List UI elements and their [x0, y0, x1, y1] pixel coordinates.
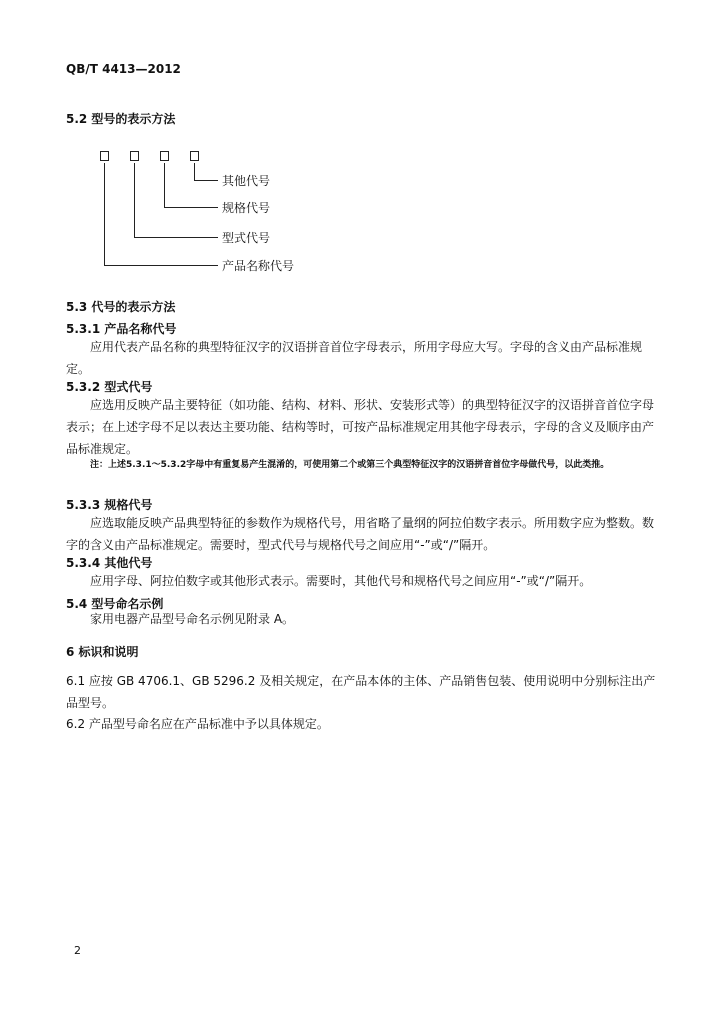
section-6-2-text: 6.2 产品型号命名应在产品标准中予以具体规定。 [66, 717, 329, 731]
section-5-2-heading: 5.2 型号的表示方法 [66, 112, 176, 126]
section-5-3-2-text: 应选用反映产品主要特征（如功能、结构、材料、形状、安装形式等）的典型特征汉字的汉语拼音首位字母表示；在上述字母不足以表达主要功能、结构等时，可按产品标准规定用其他字母表示，字母的含义及顺序由产品标准规定。 [66, 398, 655, 456]
code-box-2 [130, 151, 139, 161]
stem-3 [164, 163, 165, 207]
standard-number: QB/T 4413—2012 [66, 62, 181, 76]
section-5-3-3-text: 应选取能反映产品典型特征的参数作为规格代号，用省略了量纲的阿拉伯数字表示。所用数字应为整数。数字的含义由产品标准规定。需要时，型式代号与规格代号之间应用“-”或“/”隔开。 [66, 516, 655, 552]
label-product-name-code: 产品名称代号 [222, 259, 295, 273]
leader-2 [134, 237, 218, 238]
section-6-1-text: 6.1 应按 GB 4706.1、GB 5296.2 及相关规定，在产品本体的主体、产品销售包装、使用说明中分别标注出产品型号。 [66, 674, 656, 710]
section-5-3-3-heading: 5.3.3 规格代号 [66, 498, 153, 512]
leader-4 [194, 180, 218, 181]
section-5-3-2-note: 注：上述5.3.1～5.3.2字母中有重复易产生混淆的，可使用第二个或第三个典型特征汉字的汉语拼音首位字母做代号，以此类推。 [90, 460, 610, 470]
section-5-3-1-heading: 5.3.1 产品名称代号 [66, 322, 177, 336]
section-5-4-text: 家用电器产品型号命名示例见附录 A。 [90, 612, 295, 626]
code-box-4 [190, 151, 199, 161]
section-5-3-4-text: 应用字母、阿拉伯数字或其他形式表示。需要时，其他代号和规格代号之间应用“-”或“/”隔开。 [90, 574, 592, 588]
label-type-code: 型式代号 [222, 231, 271, 245]
section-5-3-1-text: 应用代表产品名称的典型特征汉字的汉语拼音首位字母表示，所用字母应大写。字母的含义由产品标准规定。 [66, 340, 643, 376]
section-5-3-4-heading: 5.3.4 其他代号 [66, 556, 153, 570]
section-5-3-2-heading: 5.3.2 型式代号 [66, 380, 153, 394]
leader-3 [164, 207, 218, 208]
stem-1 [104, 163, 105, 265]
section-5-3-heading: 5.3 代号的表示方法 [66, 300, 176, 314]
stem-4 [194, 163, 195, 180]
section-6-heading: 6 标识和说明 [66, 645, 139, 659]
label-other-code: 其他代号 [222, 174, 271, 188]
section-5-4-heading: 5.4 型号命名示例 [66, 597, 164, 611]
code-box-3 [160, 151, 169, 161]
page-number: 2 [74, 944, 81, 957]
code-box-1 [100, 151, 109, 161]
stem-2 [134, 163, 135, 237]
label-spec-code: 规格代号 [222, 201, 271, 215]
leader-1 [104, 265, 218, 266]
